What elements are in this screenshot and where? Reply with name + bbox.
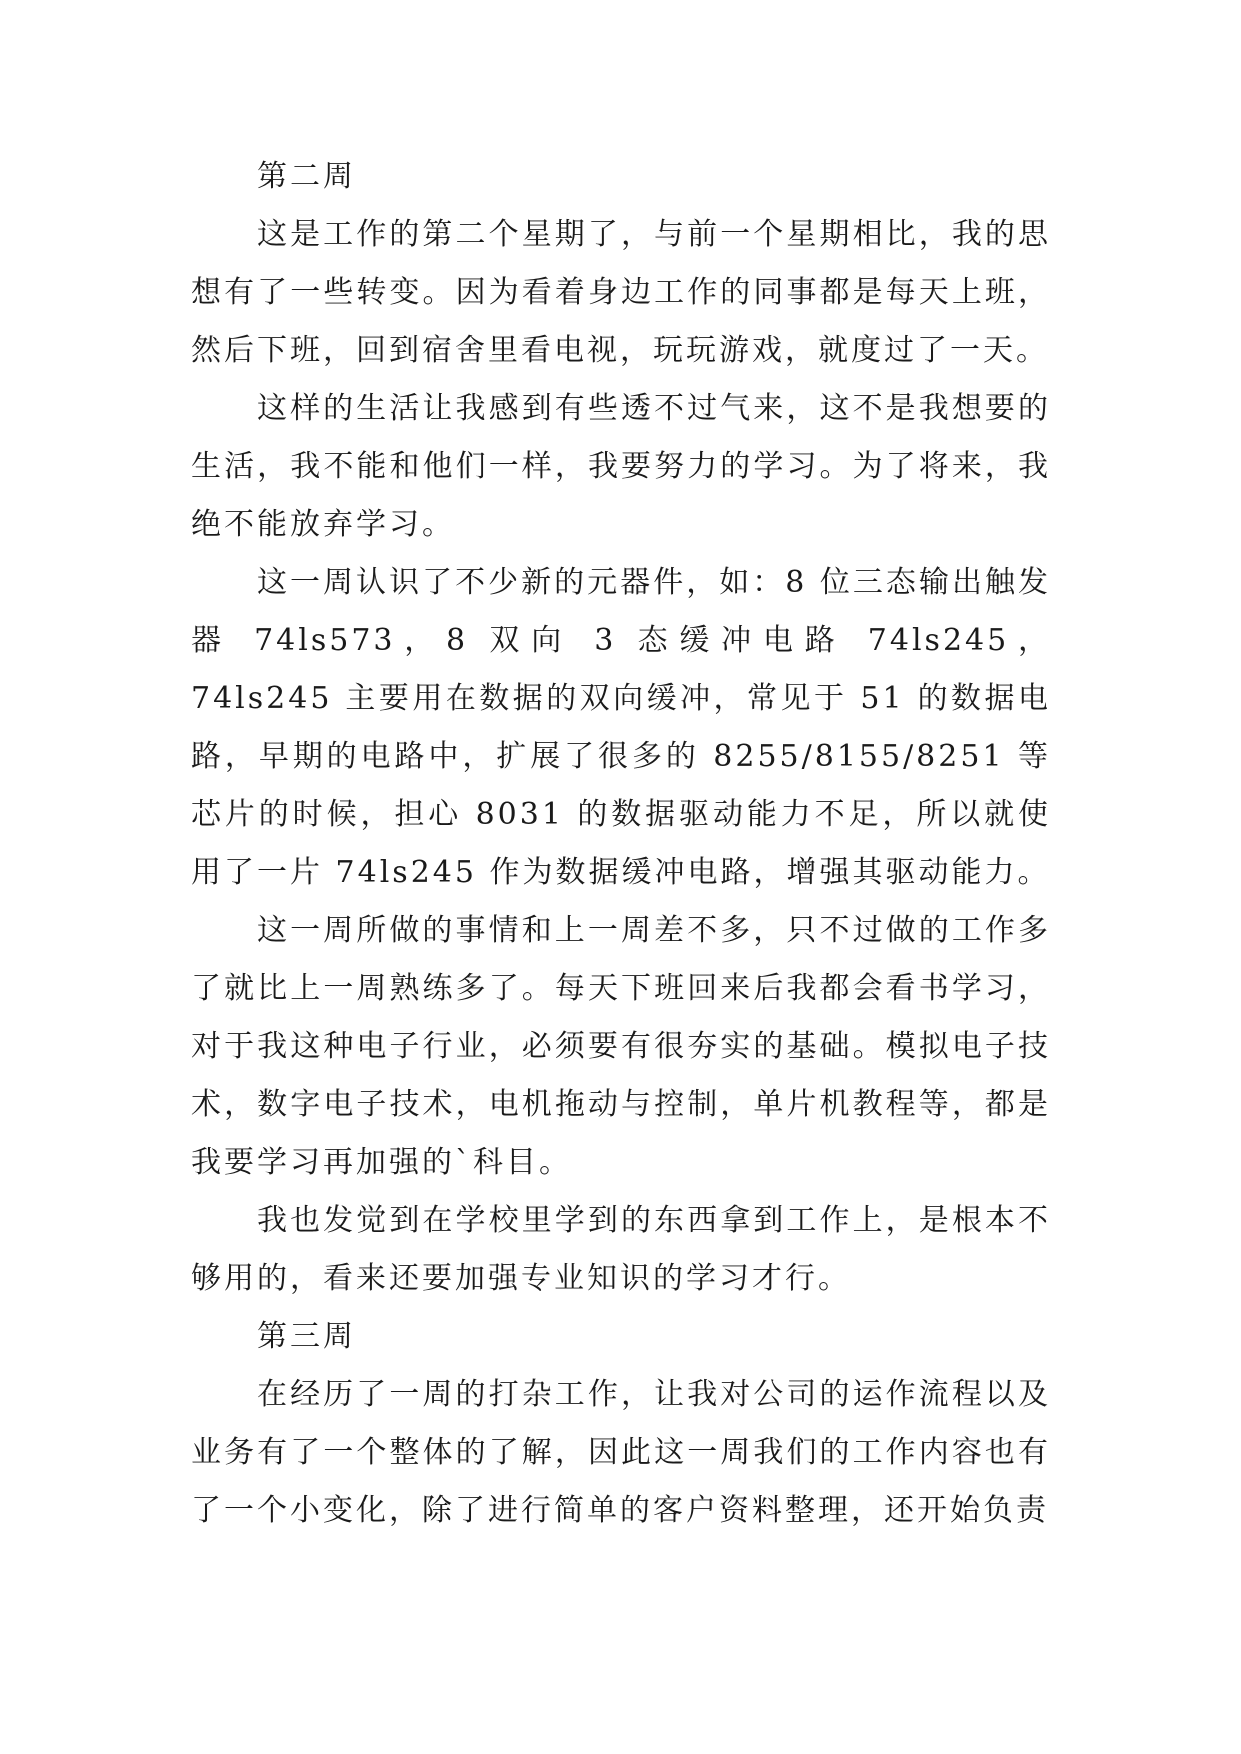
document-page bbox=[191, 148, 1051, 1540]
paragraph: 在经历了一周的打杂工作，让我对公司的运作流程以及业务有了一个整体的了解，因此这一周我们的工作内容也有了一个小变化，除了进行简单的客户资料整理，还开始负责 bbox=[191, 1377, 1051, 1528]
paragraph: 这样的生活让我感到有些透不过气来，这不是我想要的生活，我不能和他们一样，我要努力的学习。为了将来，我绝不能放弃学习。 bbox=[191, 391, 1051, 542]
heading-week-three: 第三周 bbox=[257, 1319, 356, 1354]
paragraph: 这一周所做的事情和上一周差不多，只不过做的工作多了就比上一周熟练多了。每天下班回来后我都会看书学习，对于我这种电子行业，必须要有很夯实的基础。模拟电子技术，数字电子技术，电机拖动与控制，单片机教程等，都是我要学习再加强的`科目。 bbox=[191, 913, 1051, 1180]
heading-week-two: 第二周 bbox=[257, 159, 356, 194]
paragraph: 这一周认识了不少新的元器件，如：8 位三态输出触发器 74ls573，8 双向 3 态缓冲电路 74ls245，74ls245 主要用在数据的双向缓冲，常见于 51 的数据电路，早期的电路中，扩展了很多的 8255/8155/8251 等芯片的时候，担心 8031 的数据驱动能力不足，所以就使用了一片 74ls245 作为数据缓冲电路，增强其驱动能力。 bbox=[191, 565, 1051, 890]
paragraph: 这是工作的第二个星期了，与前一个星期相比，我的思想有了一些转变。因为看着身边工作的同事都是每天上班，然后下班，回到宿舍里看电视，玩玩游戏，就度过了一天。 bbox=[191, 217, 1051, 368]
paragraph: 我也发觉到在学校里学到的东西拿到工作上，是根本不够用的，看来还要加强专业知识的学习才行。 bbox=[191, 1203, 1051, 1296]
